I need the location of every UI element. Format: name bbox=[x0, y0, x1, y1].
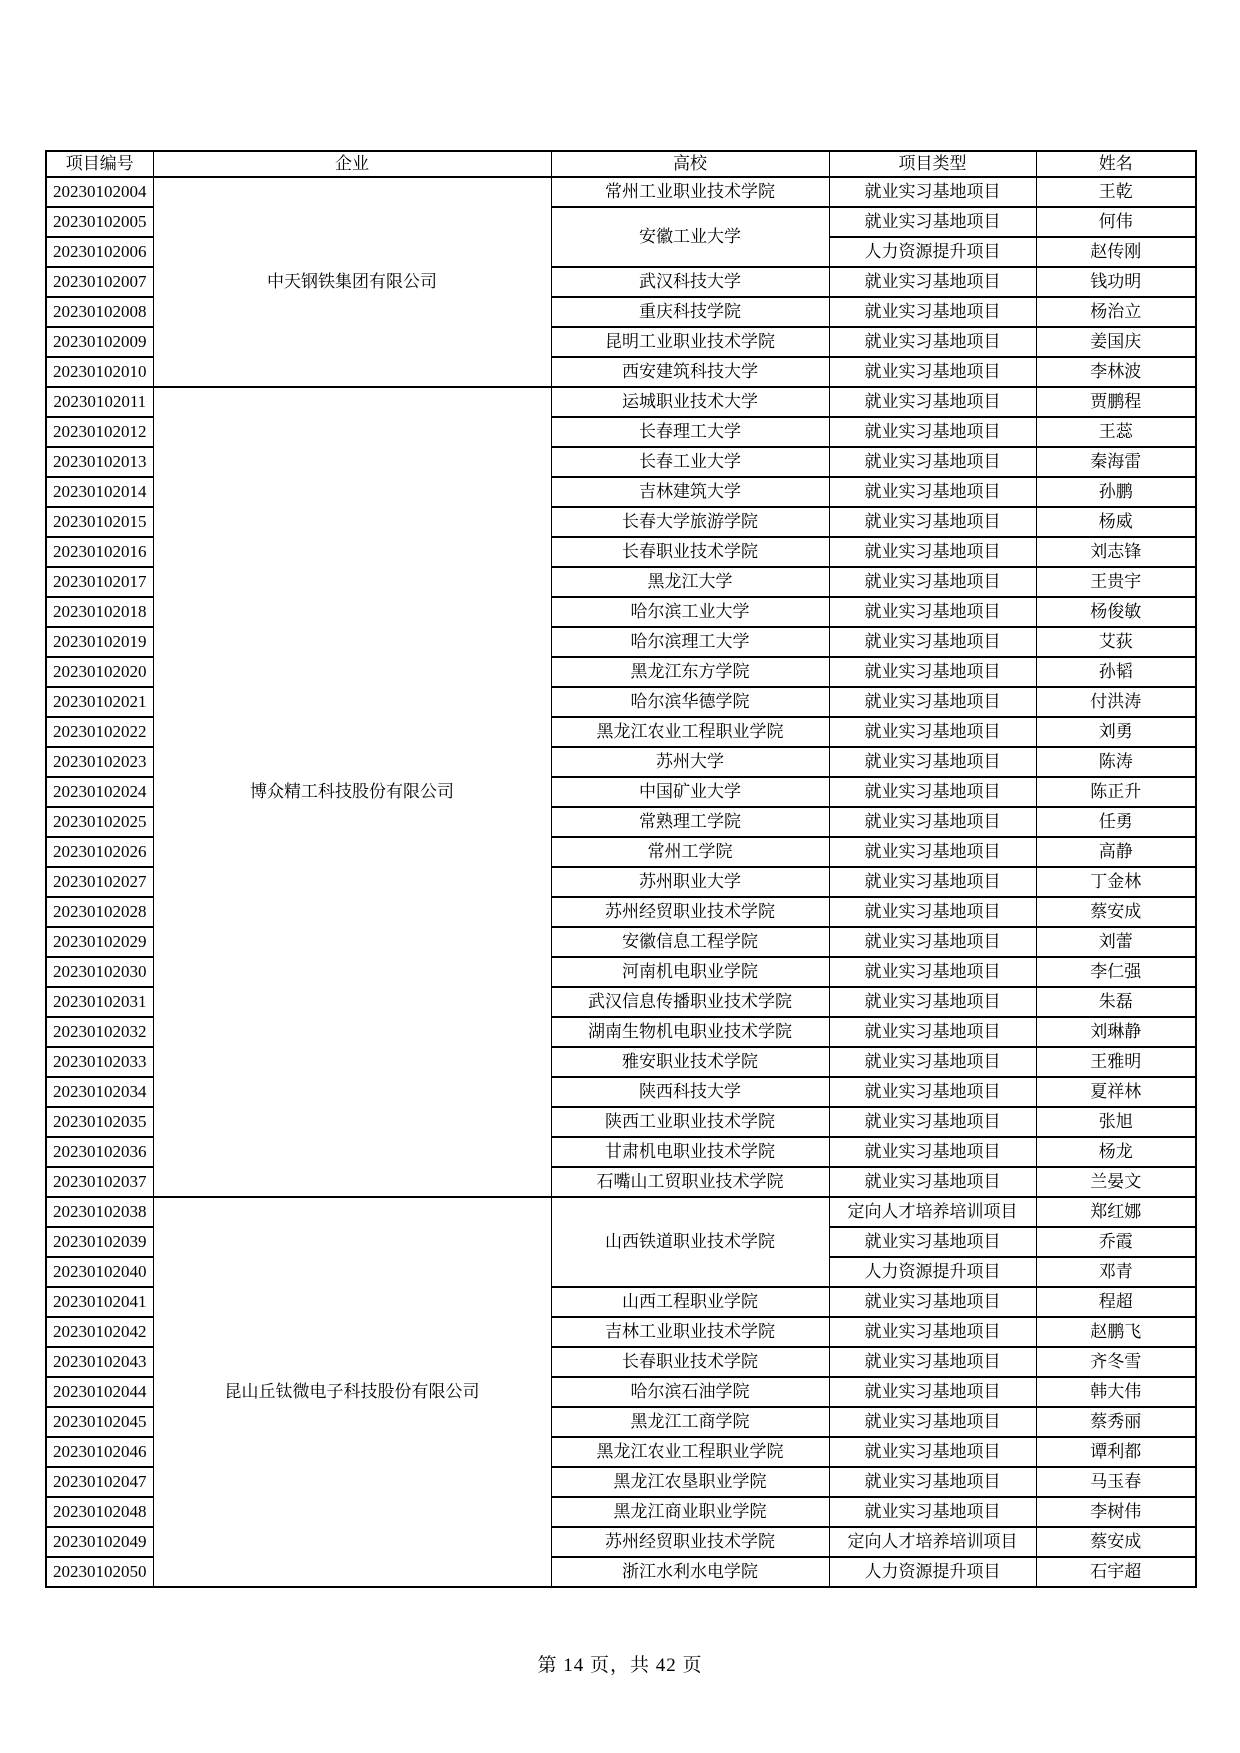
cell-project-id: 20230102013 bbox=[46, 447, 153, 477]
table-header-row bbox=[46, 151, 1196, 177]
cell-person-name: 兰晏文 bbox=[1036, 1167, 1196, 1197]
cell-university: 长春理工大学 bbox=[551, 417, 829, 447]
cell-person-name: 杨治立 bbox=[1036, 297, 1196, 327]
cell-university: 哈尔滨理工大学 bbox=[551, 627, 829, 657]
cell-person-name: 郑红娜 bbox=[1036, 1197, 1196, 1227]
cell-university: 甘肃机电职业技术学院 bbox=[551, 1137, 829, 1167]
cell-person-name: 马玉春 bbox=[1036, 1467, 1196, 1497]
cell-university: 长春大学旅游学院 bbox=[551, 507, 829, 537]
cell-person-name: 蔡安成 bbox=[1036, 1527, 1196, 1557]
cell-university: 山西铁道职业技术学院 bbox=[551, 1197, 829, 1287]
cell-project-type: 就业实习基地项目 bbox=[829, 867, 1036, 897]
cell-project-type: 就业实习基地项目 bbox=[829, 1467, 1036, 1497]
cell-person-name: 王贵宇 bbox=[1036, 567, 1196, 597]
cell-person-name: 刘蕾 bbox=[1036, 927, 1196, 957]
cell-person-name: 杨俊敏 bbox=[1036, 597, 1196, 627]
cell-project-type: 就业实习基地项目 bbox=[829, 207, 1036, 237]
cell-university: 西安建筑科技大学 bbox=[551, 357, 829, 387]
cell-university: 湖南生物机电职业技术学院 bbox=[551, 1017, 829, 1047]
cell-project-id: 20230102016 bbox=[46, 537, 153, 567]
cell-project-type: 就业实习基地项目 bbox=[829, 657, 1036, 687]
cell-university: 苏州大学 bbox=[551, 747, 829, 777]
cell-university: 黑龙江农业工程职业学院 bbox=[551, 717, 829, 747]
cell-project-id: 20230102044 bbox=[46, 1377, 153, 1407]
cell-project-type: 就业实习基地项目 bbox=[829, 1497, 1036, 1527]
cell-person-name: 孙鹏 bbox=[1036, 477, 1196, 507]
cell-person-name: 谭利都 bbox=[1036, 1437, 1196, 1467]
cell-person-name: 程超 bbox=[1036, 1287, 1196, 1317]
cell-project-type: 就业实习基地项目 bbox=[829, 1137, 1036, 1167]
cell-university: 黑龙江农业工程职业学院 bbox=[551, 1437, 829, 1467]
cell-university: 常州工学院 bbox=[551, 837, 829, 867]
cell-company: 中天钢铁集团有限公司 bbox=[153, 177, 551, 387]
cell-project-type: 就业实习基地项目 bbox=[829, 1377, 1036, 1407]
cell-university: 苏州职业大学 bbox=[551, 867, 829, 897]
cell-person-name: 艾荻 bbox=[1036, 627, 1196, 657]
cell-project-id: 20230102006 bbox=[46, 237, 153, 267]
cell-university: 长春职业技术学院 bbox=[551, 1347, 829, 1377]
cell-project-id: 20230102037 bbox=[46, 1167, 153, 1197]
cell-project-id: 20230102026 bbox=[46, 837, 153, 867]
cell-project-id: 20230102023 bbox=[46, 747, 153, 777]
cell-university: 长春工业大学 bbox=[551, 447, 829, 477]
cell-person-name: 高静 bbox=[1036, 837, 1196, 867]
column-header-3: 项目类型 bbox=[829, 151, 1036, 177]
cell-project-id: 20230102020 bbox=[46, 657, 153, 687]
cell-project-type: 就业实习基地项目 bbox=[829, 1287, 1036, 1317]
cell-project-id: 20230102021 bbox=[46, 687, 153, 717]
cell-person-name: 石宇超 bbox=[1036, 1557, 1196, 1587]
cell-project-type: 定向人才培养培训项目 bbox=[829, 1197, 1036, 1227]
cell-person-name: 陈涛 bbox=[1036, 747, 1196, 777]
cell-university: 哈尔滨工业大学 bbox=[551, 597, 829, 627]
cell-project-type: 就业实习基地项目 bbox=[829, 1407, 1036, 1437]
cell-project-type: 就业实习基地项目 bbox=[829, 747, 1036, 777]
cell-project-type: 定向人才培养培训项目 bbox=[829, 1527, 1036, 1557]
cell-project-id: 20230102028 bbox=[46, 897, 153, 927]
cell-university: 安徽信息工程学院 bbox=[551, 927, 829, 957]
cell-person-name: 李林波 bbox=[1036, 357, 1196, 387]
table-body bbox=[46, 177, 1196, 1587]
cell-project-type: 就业实习基地项目 bbox=[829, 777, 1036, 807]
cell-project-type: 就业实习基地项目 bbox=[829, 1227, 1036, 1257]
cell-person-name: 韩大伟 bbox=[1036, 1377, 1196, 1407]
cell-project-id: 20230102031 bbox=[46, 987, 153, 1017]
cell-project-type: 就业实习基地项目 bbox=[829, 177, 1036, 207]
cell-person-name: 李仁强 bbox=[1036, 957, 1196, 987]
cell-project-type: 就业实习基地项目 bbox=[829, 957, 1036, 987]
page-footer: 第 14 页，共 42 页 bbox=[537, 1655, 703, 1676]
cell-project-id: 20230102033 bbox=[46, 1047, 153, 1077]
table-row bbox=[46, 1197, 1196, 1227]
cell-project-type: 就业实习基地项目 bbox=[829, 387, 1036, 417]
cell-project-type: 就业实习基地项目 bbox=[829, 1347, 1036, 1377]
cell-person-name: 赵鹏飞 bbox=[1036, 1317, 1196, 1347]
cell-project-type: 就业实习基地项目 bbox=[829, 567, 1036, 597]
cell-university: 昆明工业职业技术学院 bbox=[551, 327, 829, 357]
cell-university: 常熟理工学院 bbox=[551, 807, 829, 837]
cell-project-type: 就业实习基地项目 bbox=[829, 417, 1036, 447]
cell-person-name: 任勇 bbox=[1036, 807, 1196, 837]
cell-project-type: 就业实习基地项目 bbox=[829, 1167, 1036, 1197]
cell-project-id: 20230102034 bbox=[46, 1077, 153, 1107]
cell-project-type: 人力资源提升项目 bbox=[829, 1557, 1036, 1587]
cell-person-name: 杨龙 bbox=[1036, 1137, 1196, 1167]
cell-project-type: 就业实习基地项目 bbox=[829, 927, 1036, 957]
table-row bbox=[46, 387, 1196, 417]
cell-project-id: 20230102035 bbox=[46, 1107, 153, 1137]
cell-project-type: 就业实习基地项目 bbox=[829, 687, 1036, 717]
cell-university: 苏州经贸职业技术学院 bbox=[551, 897, 829, 927]
cell-project-type: 就业实习基地项目 bbox=[829, 1047, 1036, 1077]
cell-project-id: 20230102030 bbox=[46, 957, 153, 987]
cell-project-id: 20230102005 bbox=[46, 207, 153, 237]
cell-university: 中国矿业大学 bbox=[551, 777, 829, 807]
cell-project-type: 就业实习基地项目 bbox=[829, 807, 1036, 837]
cell-project-id: 20230102032 bbox=[46, 1017, 153, 1047]
cell-person-name: 杨威 bbox=[1036, 507, 1196, 537]
cell-university: 陕西科技大学 bbox=[551, 1077, 829, 1107]
cell-person-name: 刘志锋 bbox=[1036, 537, 1196, 567]
cell-university: 苏州经贸职业技术学院 bbox=[551, 1527, 829, 1557]
cell-person-name: 刘琳静 bbox=[1036, 1017, 1196, 1047]
cell-university: 常州工业职业技术学院 bbox=[551, 177, 829, 207]
cell-person-name: 刘勇 bbox=[1036, 717, 1196, 747]
cell-project-id: 20230102025 bbox=[46, 807, 153, 837]
column-header-4: 姓名 bbox=[1036, 151, 1196, 177]
cell-project-id: 20230102012 bbox=[46, 417, 153, 447]
cell-project-type: 就业实习基地项目 bbox=[829, 447, 1036, 477]
cell-project-id: 20230102011 bbox=[46, 387, 153, 417]
cell-person-name: 齐冬雪 bbox=[1036, 1347, 1196, 1377]
cell-project-type: 就业实习基地项目 bbox=[829, 357, 1036, 387]
cell-project-type: 就业实习基地项目 bbox=[829, 837, 1036, 867]
cell-project-id: 20230102015 bbox=[46, 507, 153, 537]
cell-project-id: 20230102018 bbox=[46, 597, 153, 627]
cell-project-type: 就业实习基地项目 bbox=[829, 897, 1036, 927]
cell-person-name: 邓青 bbox=[1036, 1257, 1196, 1287]
cell-person-name: 张旭 bbox=[1036, 1107, 1196, 1137]
cell-university: 黑龙江大学 bbox=[551, 567, 829, 597]
header-row bbox=[46, 151, 1196, 177]
cell-project-type: 就业实习基地项目 bbox=[829, 327, 1036, 357]
cell-university: 黑龙江商业职业学院 bbox=[551, 1497, 829, 1527]
cell-person-name: 李树伟 bbox=[1036, 1497, 1196, 1527]
cell-project-id: 20230102024 bbox=[46, 777, 153, 807]
cell-university: 石嘴山工贸职业技术学院 bbox=[551, 1167, 829, 1197]
project-roster-table bbox=[45, 150, 1197, 1588]
cell-project-id: 20230102038 bbox=[46, 1197, 153, 1227]
cell-university: 哈尔滨华德学院 bbox=[551, 687, 829, 717]
cell-project-id: 20230102009 bbox=[46, 327, 153, 357]
cell-person-name: 王雅明 bbox=[1036, 1047, 1196, 1077]
cell-person-name: 钱功明 bbox=[1036, 267, 1196, 297]
cell-project-type: 就业实习基地项目 bbox=[829, 1017, 1036, 1047]
cell-person-name: 朱磊 bbox=[1036, 987, 1196, 1017]
cell-project-id: 20230102004 bbox=[46, 177, 153, 207]
cell-university: 浙江水利水电学院 bbox=[551, 1557, 829, 1587]
cell-project-id: 20230102045 bbox=[46, 1407, 153, 1437]
cell-project-id: 20230102046 bbox=[46, 1437, 153, 1467]
cell-person-name: 夏祥林 bbox=[1036, 1077, 1196, 1107]
cell-project-type: 就业实习基地项目 bbox=[829, 1107, 1036, 1137]
cell-project-id: 20230102019 bbox=[46, 627, 153, 657]
cell-project-type: 就业实习基地项目 bbox=[829, 627, 1036, 657]
cell-person-name: 孙韬 bbox=[1036, 657, 1196, 687]
cell-person-name: 陈正升 bbox=[1036, 777, 1196, 807]
cell-university: 长春职业技术学院 bbox=[551, 537, 829, 567]
cell-university: 吉林建筑大学 bbox=[551, 477, 829, 507]
cell-university: 黑龙江东方学院 bbox=[551, 657, 829, 687]
cell-university: 陕西工业职业技术学院 bbox=[551, 1107, 829, 1137]
cell-project-id: 20230102039 bbox=[46, 1227, 153, 1257]
cell-project-type: 就业实习基地项目 bbox=[829, 537, 1036, 567]
cell-project-id: 20230102048 bbox=[46, 1497, 153, 1527]
cell-university: 哈尔滨石油学院 bbox=[551, 1377, 829, 1407]
cell-project-type: 就业实习基地项目 bbox=[829, 297, 1036, 327]
cell-project-id: 20230102041 bbox=[46, 1287, 153, 1317]
cell-project-type: 人力资源提升项目 bbox=[829, 237, 1036, 267]
cell-project-type: 就业实习基地项目 bbox=[829, 1077, 1036, 1107]
cell-project-id: 20230102014 bbox=[46, 477, 153, 507]
cell-project-type: 就业实习基地项目 bbox=[829, 597, 1036, 627]
cell-university: 重庆科技学院 bbox=[551, 297, 829, 327]
cell-university: 雅安职业技术学院 bbox=[551, 1047, 829, 1077]
cell-project-id: 20230102007 bbox=[46, 267, 153, 297]
cell-university: 吉林工业职业技术学院 bbox=[551, 1317, 829, 1347]
cell-person-name: 蔡秀丽 bbox=[1036, 1407, 1196, 1437]
cell-person-name: 乔霞 bbox=[1036, 1227, 1196, 1257]
column-header-1: 企业 bbox=[153, 151, 551, 177]
cell-university: 黑龙江农垦职业学院 bbox=[551, 1467, 829, 1497]
cell-project-id: 20230102029 bbox=[46, 927, 153, 957]
cell-project-type: 就业实习基地项目 bbox=[829, 507, 1036, 537]
cell-person-name: 王乾 bbox=[1036, 177, 1196, 207]
cell-person-name: 何伟 bbox=[1036, 207, 1196, 237]
cell-project-type: 就业实习基地项目 bbox=[829, 1437, 1036, 1467]
cell-project-type: 就业实习基地项目 bbox=[829, 717, 1036, 747]
cell-person-name: 丁金林 bbox=[1036, 867, 1196, 897]
cell-project-type: 就业实习基地项目 bbox=[829, 1317, 1036, 1347]
cell-university: 安徽工业大学 bbox=[551, 207, 829, 267]
cell-project-id: 20230102050 bbox=[46, 1557, 153, 1587]
cell-project-type: 就业实习基地项目 bbox=[829, 477, 1036, 507]
cell-university: 黑龙江工商学院 bbox=[551, 1407, 829, 1437]
cell-project-id: 20230102049 bbox=[46, 1527, 153, 1557]
column-header-2: 高校 bbox=[551, 151, 829, 177]
cell-person-name: 姜国庆 bbox=[1036, 327, 1196, 357]
cell-project-id: 20230102043 bbox=[46, 1347, 153, 1377]
cell-project-type: 就业实习基地项目 bbox=[829, 987, 1036, 1017]
cell-project-id: 20230102022 bbox=[46, 717, 153, 747]
cell-project-id: 20230102027 bbox=[46, 867, 153, 897]
cell-project-id: 20230102017 bbox=[46, 567, 153, 597]
cell-university: 武汉信息传播职业技术学院 bbox=[551, 987, 829, 1017]
table-row bbox=[46, 177, 1196, 207]
cell-university: 武汉科技大学 bbox=[551, 267, 829, 297]
cell-project-type: 就业实习基地项目 bbox=[829, 267, 1036, 297]
cell-person-name: 王蕊 bbox=[1036, 417, 1196, 447]
cell-person-name: 付洪涛 bbox=[1036, 687, 1196, 717]
cell-person-name: 蔡安成 bbox=[1036, 897, 1196, 927]
cell-project-id: 20230102008 bbox=[46, 297, 153, 327]
cell-person-name: 秦海雷 bbox=[1036, 447, 1196, 477]
cell-person-name: 赵传刚 bbox=[1036, 237, 1196, 267]
cell-project-id: 20230102040 bbox=[46, 1257, 153, 1287]
cell-project-id: 20230102042 bbox=[46, 1317, 153, 1347]
cell-university: 河南机电职业学院 bbox=[551, 957, 829, 987]
cell-project-id: 20230102010 bbox=[46, 357, 153, 387]
cell-company: 昆山丘钛微电子科技股份有限公司 bbox=[153, 1197, 551, 1587]
cell-project-id: 20230102047 bbox=[46, 1467, 153, 1497]
cell-project-id: 20230102036 bbox=[46, 1137, 153, 1167]
cell-company: 博众精工科技股份有限公司 bbox=[153, 387, 551, 1197]
cell-person-name: 贾鹏程 bbox=[1036, 387, 1196, 417]
cell-project-type: 人力资源提升项目 bbox=[829, 1257, 1036, 1287]
cell-university: 山西工程职业学院 bbox=[551, 1287, 829, 1317]
column-header-0: 项目编号 bbox=[46, 151, 153, 177]
cell-university: 运城职业技术大学 bbox=[551, 387, 829, 417]
